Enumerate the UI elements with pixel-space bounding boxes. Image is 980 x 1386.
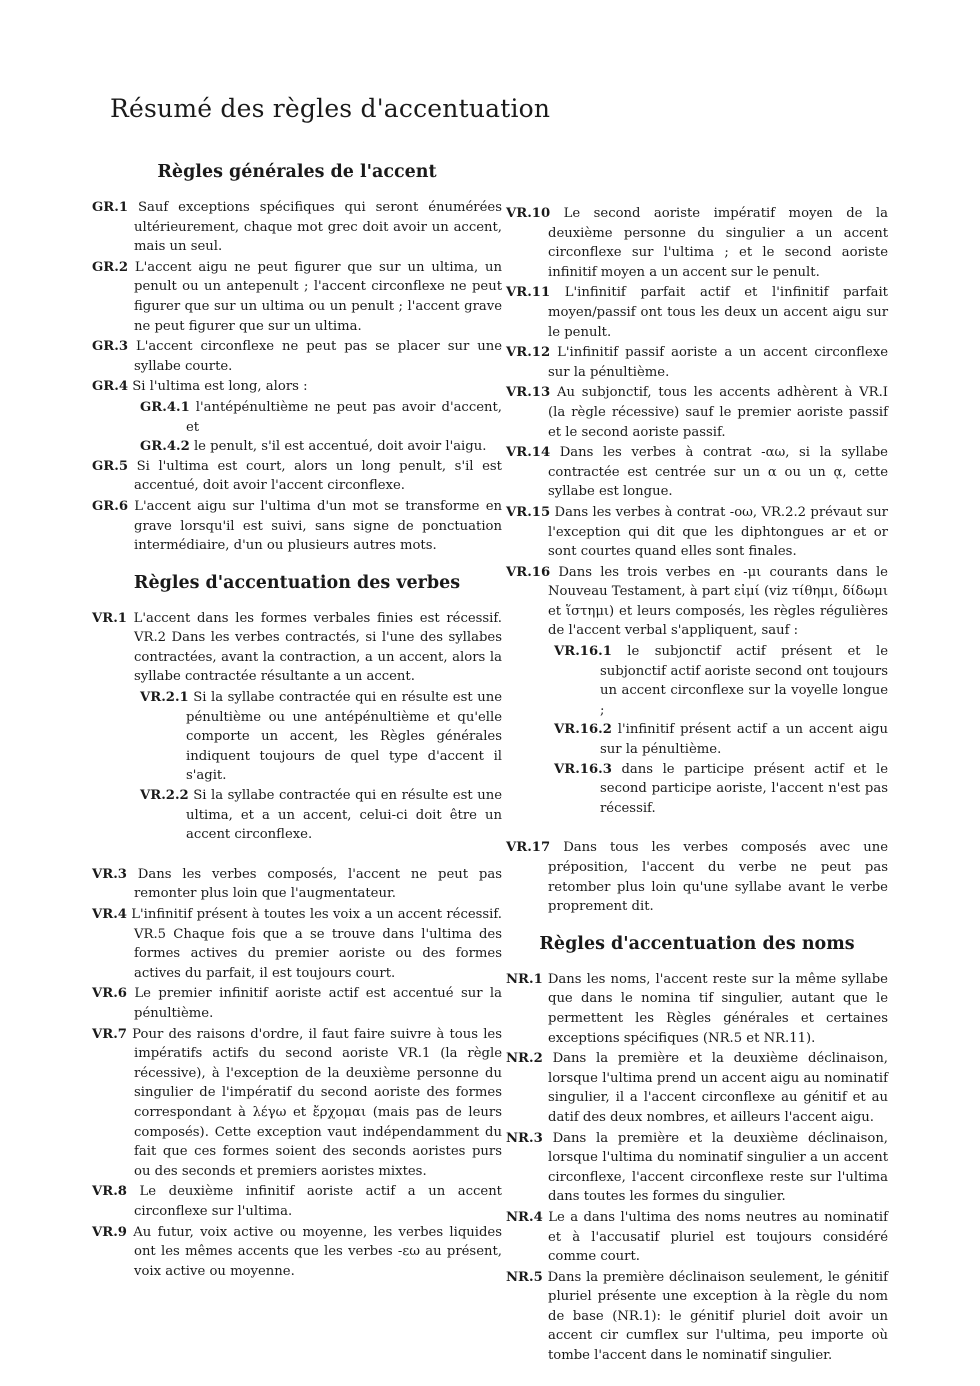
rule-vr1: VR.1 L'accent dans les formes verbales finies est récessif. VR.2 Dans les verbes contractés, si l'une des syllabes contractées, avant la contraction, a un accent, alors la syllabe contractée résultante a un accent. [92, 610, 502, 685]
rule-vr16-3: VR.16.3 dans le participe présent actif et le second participe aoriste, l'accent n'est pas récessif. [554, 761, 888, 816]
rule-vr11: VR.11 L'infinitif parfait actif et l'infinitif parfait moyen/passif ont tous les deux un accent aigu sur le penult. [506, 285, 888, 340]
rule-gr3: GR.3 L'accent circonflexe ne peut pas se placer sur une syllabe courte. [92, 339, 502, 374]
section-title-general: Règles générales de l'accent [157, 162, 437, 182]
page-title: Résumé des règles d'accentuation [110, 94, 551, 123]
rule-gr4-1: GR.4.1 l'antépénultième ne peut pas avoir d'accent, et [140, 399, 502, 435]
rule-vr12: VR.12 L'infinitif passif aoriste a un accent circonflexe sur la pénultième. [506, 345, 888, 380]
rule-vr14: VR.14 Dans les verbes à contrat -αω, si la syllabe contractée est centrée sur un α ou un ᾳ, cette syllabe est longue. [506, 445, 888, 500]
rule-vr17: VR.17 Dans tous les verbes composés avec une préposition, l'accent du verbe ne peut pas retomber plus loin qu'une syllabe avant le verbe proprement dit. [506, 840, 888, 915]
rule-vr16-2: VR.16.2 l'infinitif présent actif a un accent aigu sur la pénultième. [554, 722, 888, 758]
rule-vr8: VR.8 Le deuxième infinitif aoriste actif a un accent circonflexe sur l'ultima. [92, 1184, 502, 1219]
rule-nr3: NR.3 Dans la première et la deuxième déclinaison, lorsque l'ultima du nominatif singulier a un accent circonflexe, l'accent circonflexe reste sur l'ultima dans toutes les formes du singulier. [506, 1130, 888, 1205]
rule-gr6: GR.6 L'accent aigu sur l'ultima d'un mot se transforme en grave lorsqu'il est suivi, sans signe de ponctuation intermédiaire, d'un ou plusieurs autres mots. [92, 498, 502, 554]
rule-gr4-2: GR.4.2 le penult, s'il est accentué, doit avoir l'aigu. [140, 439, 487, 455]
rule-nr5: NR.5 Dans la première déclinaison seulement, le génitif pluriel présente une exception à la règle du nom de base (NR.1): le génitif pluriel doit avoir un accent cir cumflex sur l'ultima, peu importe où tombe l'accent dans le nominatif singulier. [506, 1269, 888, 1364]
rule-vr2-1: VR.2.1 Si la syllabe contractée qui en résulte est une pénultième ou une antépénultième et qu'elle comporte un accent, les Règles générales indiquent toujours de quel type d'accent il s'agit. [140, 690, 502, 784]
rule-gr5: GR.5 Si l'ultima est court, alors un long penult, s'il est accentué, doit avoir l'accent circonflexe. [92, 458, 502, 494]
rule-gr1: GR.1 Sauf exceptions spécifiques qui seront énumérées ultérieurement, chaque mot grec doit avoir un accent, mais un seul. [92, 200, 502, 255]
rule-gr2: GR.2 L'accent aigu ne peut figurer que sur un ultima, un penult ou un antepenult ; l'accent circonflexe ne peut figurer que sur un ultima ou un penult ; l'accent grave ne peut figurer que sur un ultima. [92, 259, 502, 334]
rule-vr4: VR.4 L'infinitif présent à toutes les voix a un accent récessif. VR.5 Chaque fois que a se trouve dans l'ultima des formes actives du premier aoriste ou des formes actives du parfait, il est toujours court. [92, 907, 502, 981]
section-title-verbs: Règles d'accentuation des verbes [133, 572, 461, 593]
rule-nr1: NR.1 Dans les noms, l'accent reste sur la même syllabe que dans le nomina tif singulier, autant que le permettent les Règles générales et certaines exceptions spécifiques (NR.5 et NR.11). [506, 971, 888, 1046]
section-title-nouns: Règles d'accentuation des noms [539, 933, 855, 954]
rule-vr3: VR.3 Dans les verbes composés, l'accent ne peut pas remonter plus loin que l'augmentateur. [92, 866, 502, 902]
rule-vr16: VR.16 Dans les trois verbes en -μι courants dans le Nouveau Testament, à part εἰμί (viz τίθημι, δίδωμι et ἵστημι) et leurs composés, les règles régulières de l'accent verbal s'appliquent, sauf : [506, 564, 888, 639]
rule-vr13: VR.13 Au subjonctif, tous les accents adhèrent à VR.I (la règle récessive) sauf le premier aoriste passif et le second aoriste passif. [506, 385, 888, 440]
right-column [506, 204, 888, 1367]
rule-vr7: VR.7 Pour des raisons d'ordre, il faut faire suivre à tous les impératifs actifs du second aoriste VR.1 (la règle récessive), à l'exception de la deuxième personne du singulier de l'impératif du second aoriste des formes correspondant à λέγω et ἔρχομαι (mais pas de leurs composés). Cette exception vaut indépendamment du fait que ces formes soient des seconds aoristes purs ou des seconds et premiers aoristes mixtes. [92, 1026, 502, 1179]
rule-vr2-2: VR.2.2 Si la syllabe contractée qui en résulte est une ultima, et a un accent, celui-ci doit être un accent circonflexe. [140, 788, 502, 843]
rule-vr16-1: VR.16.1 le subjonctif actif présent et le subjonctif actif aoriste second ont toujours un accent circonflexe sur la voyelle longue ; [554, 644, 888, 718]
rule-nr4: NR.4 Le a dans l'ultima des noms neutres au nominatif et à l'accusatif pluriel est toujours considéré comme court. [506, 1209, 888, 1265]
rule-nr2: NR.2 Dans la première et la deuxième déclinaison, lorsque l'ultima prend un accent aigu au nominatif singulier, il a l'accent circonflexe au génitif et au datif des deux nombres, et ailleurs l'accent aigu. [506, 1051, 888, 1125]
rule-vr9: VR.9 Au futur, voix active ou moyenne, les verbes liquides ont les mêmes accents que les verbes -εω au présent, voix active ou moyenne. [92, 1224, 502, 1279]
rule-vr6: VR.6 Le premier infinitif aoriste actif est accentué sur la pénultième. [92, 986, 502, 1021]
left-column [92, 160, 502, 1282]
rule-vr15: VR.15 Dans les verbes à contrat -οω, VR.2.2 prévaut sur l'exception qui dit que les diphtongues ar et or sont courtes quand elles sont finales. [506, 504, 888, 560]
rule-vr10: VR.10 Le second aoriste impératif moyen de la deuxième personne du singulier a un accent circonflexe sur l'ultima ; et le second aoriste infinitif moyen a un accent sur le penult. [506, 206, 888, 280]
rule-gr4: GR.4 Si l'ultima est long, alors : [92, 379, 308, 395]
